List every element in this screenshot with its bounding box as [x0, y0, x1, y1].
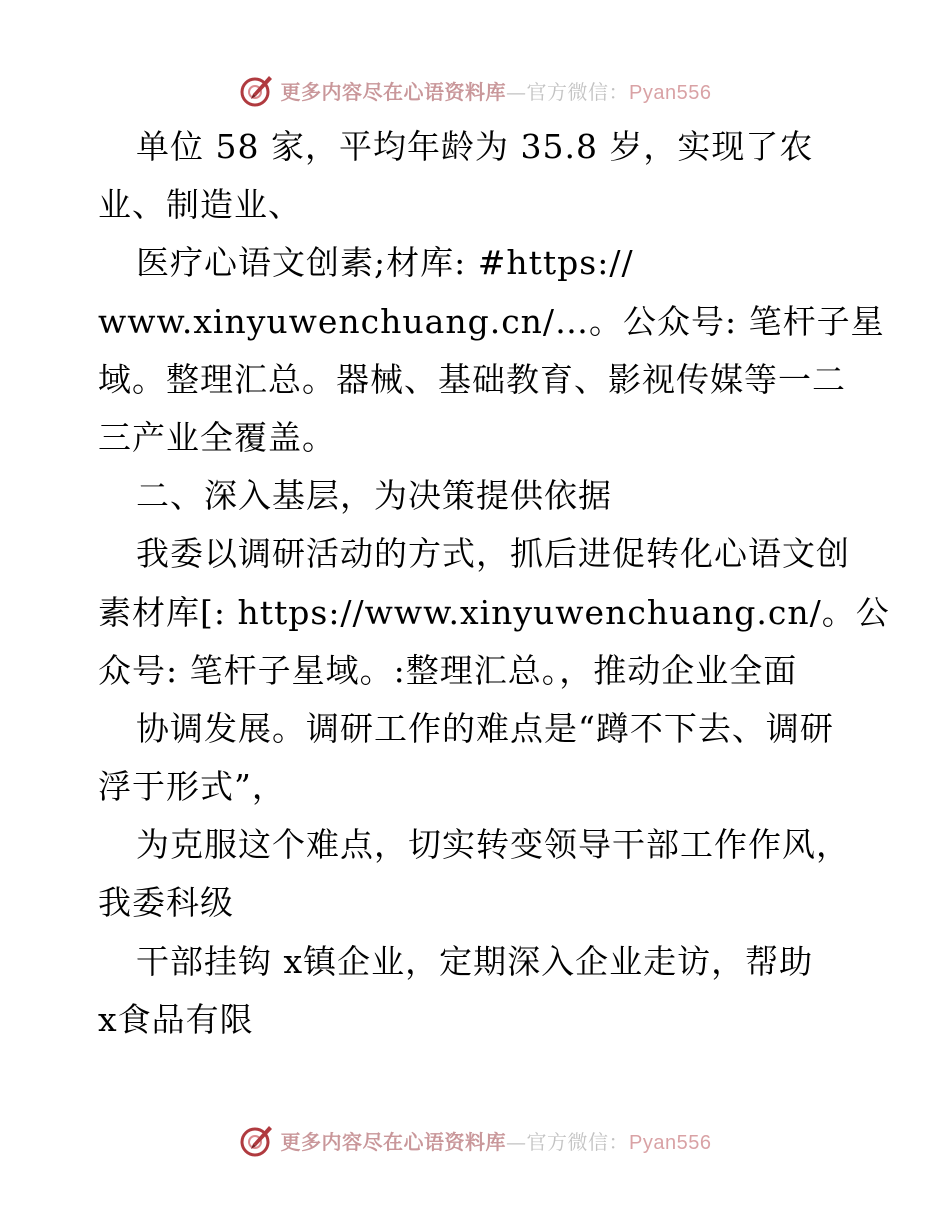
footer-banner-text [281, 1126, 712, 1155]
text-line: 干部挂钩 x镇企业，定期深入企业走访，帮助 [136, 941, 814, 981]
banner-wechat-id: Pyan556 [629, 1131, 712, 1154]
text-line: 单位 58 家，平均年龄为 35.8 岁，实现了农 [136, 127, 814, 166]
header-banner [0, 70, 950, 110]
banner-title: 更多内容尽在心语资料库 [280, 79, 507, 104]
text-line: 医疗心语文创素;材库: #https:// [136, 243, 634, 283]
document-body [98, 118, 890, 1049]
header-banner-text [281, 76, 712, 105]
footer-banner [0, 1120, 950, 1160]
banner-separator: —官方微信： [506, 1129, 630, 1154]
text-line: 我委科级 [98, 883, 234, 923]
text-line: 三产业全覆盖。 [98, 417, 336, 457]
text-line: 域。整理汇总。器械、基础教育、影视传媒等一二 [98, 359, 846, 399]
brand-logo-icon [239, 1122, 275, 1158]
text-line: 众号: 笔杆子星域。:整理汇总。，推动企业全面 [98, 650, 798, 690]
text-line: 为克服这个难点，切实转变领导干部工作作风， [136, 825, 850, 865]
banner-wechat-id: Pyan556 [629, 81, 712, 104]
text-line: 素材库[: https://www.xinyuwenchuang.cn/。公 [98, 592, 890, 632]
text-line: 我委以调研活动的方式，抓后进促转化心语文创 [136, 534, 850, 574]
brand-logo-icon [239, 72, 275, 108]
text-line: www.xinyuwenchuang.cn/…。公众号: 笔杆子星 [98, 301, 885, 341]
text-line: 协调发展。调研工作的难点是“蹲不下去、调研 [136, 708, 834, 748]
text-line: x食品有限 [98, 999, 254, 1039]
text-line: 业、制造业、 [98, 185, 302, 225]
text-line: 浮于形式”， [98, 767, 286, 807]
section-heading: 二、深入基层，为决策提供依据 [136, 476, 612, 516]
banner-title: 更多内容尽在心语资料库 [280, 1129, 507, 1154]
banner-separator: —官方微信： [506, 79, 630, 104]
